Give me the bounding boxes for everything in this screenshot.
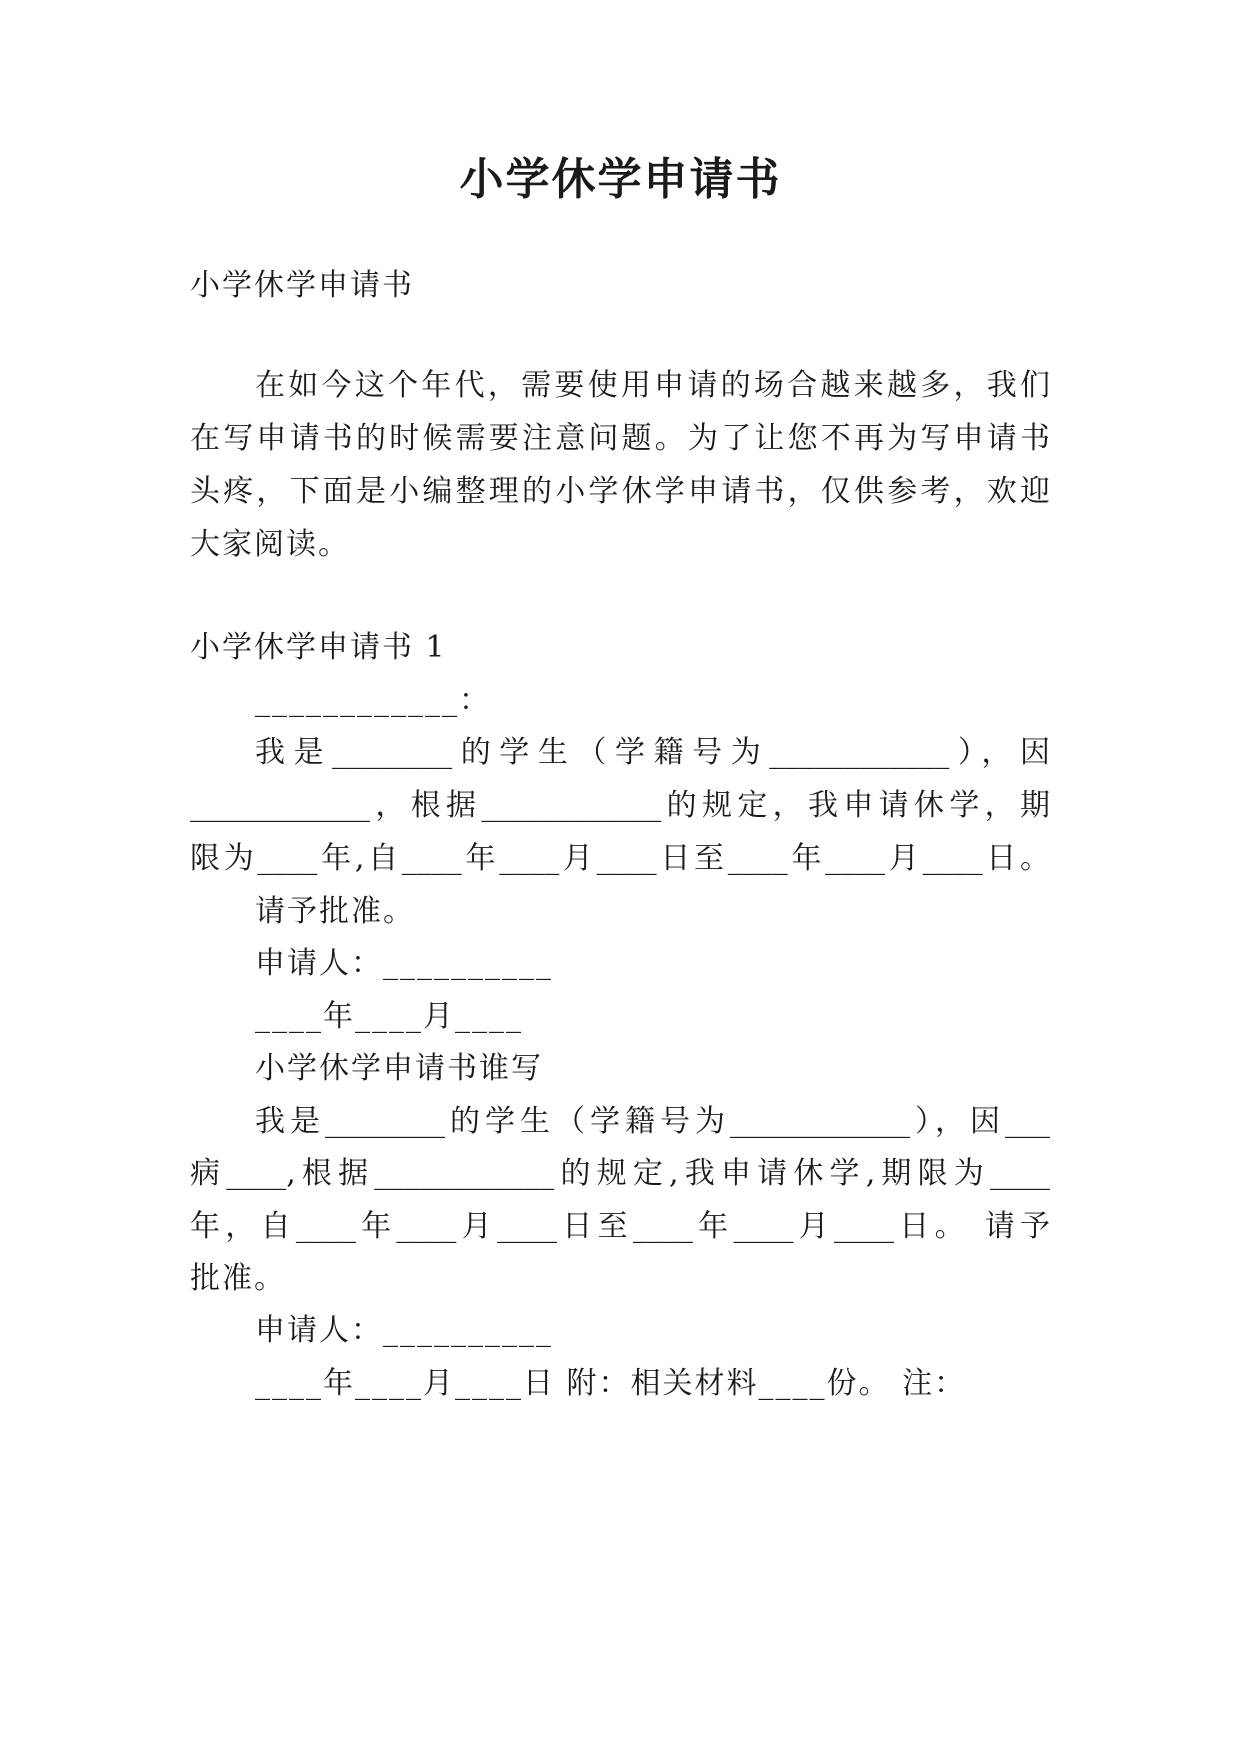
intro-line-1: 在如今这个年代，需要使用申请的场合越来越多，我们	[255, 368, 1050, 403]
section1-heading: 小学休学申请书 1	[190, 630, 447, 665]
section2-body-line-4: 批准。	[190, 1261, 286, 1296]
section1-date: ____年____月____	[255, 999, 523, 1034]
section1-body-line-2: ____________，根据____________的规定，我申请休学，期	[190, 788, 1050, 823]
section2-body-line-2: 病____,根据____________的规定,我申请休学,期限为____	[190, 1156, 1050, 1191]
section1-body-line-1: 我是________的学生（学籍号为____________），因	[255, 735, 1050, 770]
section1-request: 请予批准。	[255, 894, 415, 929]
section2-body-line-3: 年，自____年____月____日至____年____月____日。 请予	[190, 1209, 1050, 1244]
intro-line-2: 在写申请书的时候需要注意问题。为了让您不再为写申请书	[190, 421, 1050, 456]
section2-heading: 小学休学申请书谁写	[255, 1051, 543, 1086]
intro-line-3: 头疼，下面是小编整理的小学休学申请书，仅供参考，欢迎	[190, 474, 1050, 509]
section1-salutation: ____________：	[255, 683, 491, 718]
intro-line-4: 大家阅读。	[190, 527, 350, 562]
section1-body-line-3: 限为____年,自____年____月____日至____年____月____日。	[190, 841, 1050, 876]
document-subtitle: 小学休学申请书	[190, 268, 414, 303]
section2-applicant: 申请人：__________	[255, 1313, 553, 1348]
section1-applicant: 申请人：__________	[255, 946, 553, 981]
document-title: 小学休学申请书	[459, 154, 782, 205]
section2-body-line-1: 我是________的学生（学籍号为____________），因___	[255, 1104, 1050, 1139]
section2-date-attachment: ____年____月____日 附：相关材料____份。 注：	[255, 1366, 967, 1401]
